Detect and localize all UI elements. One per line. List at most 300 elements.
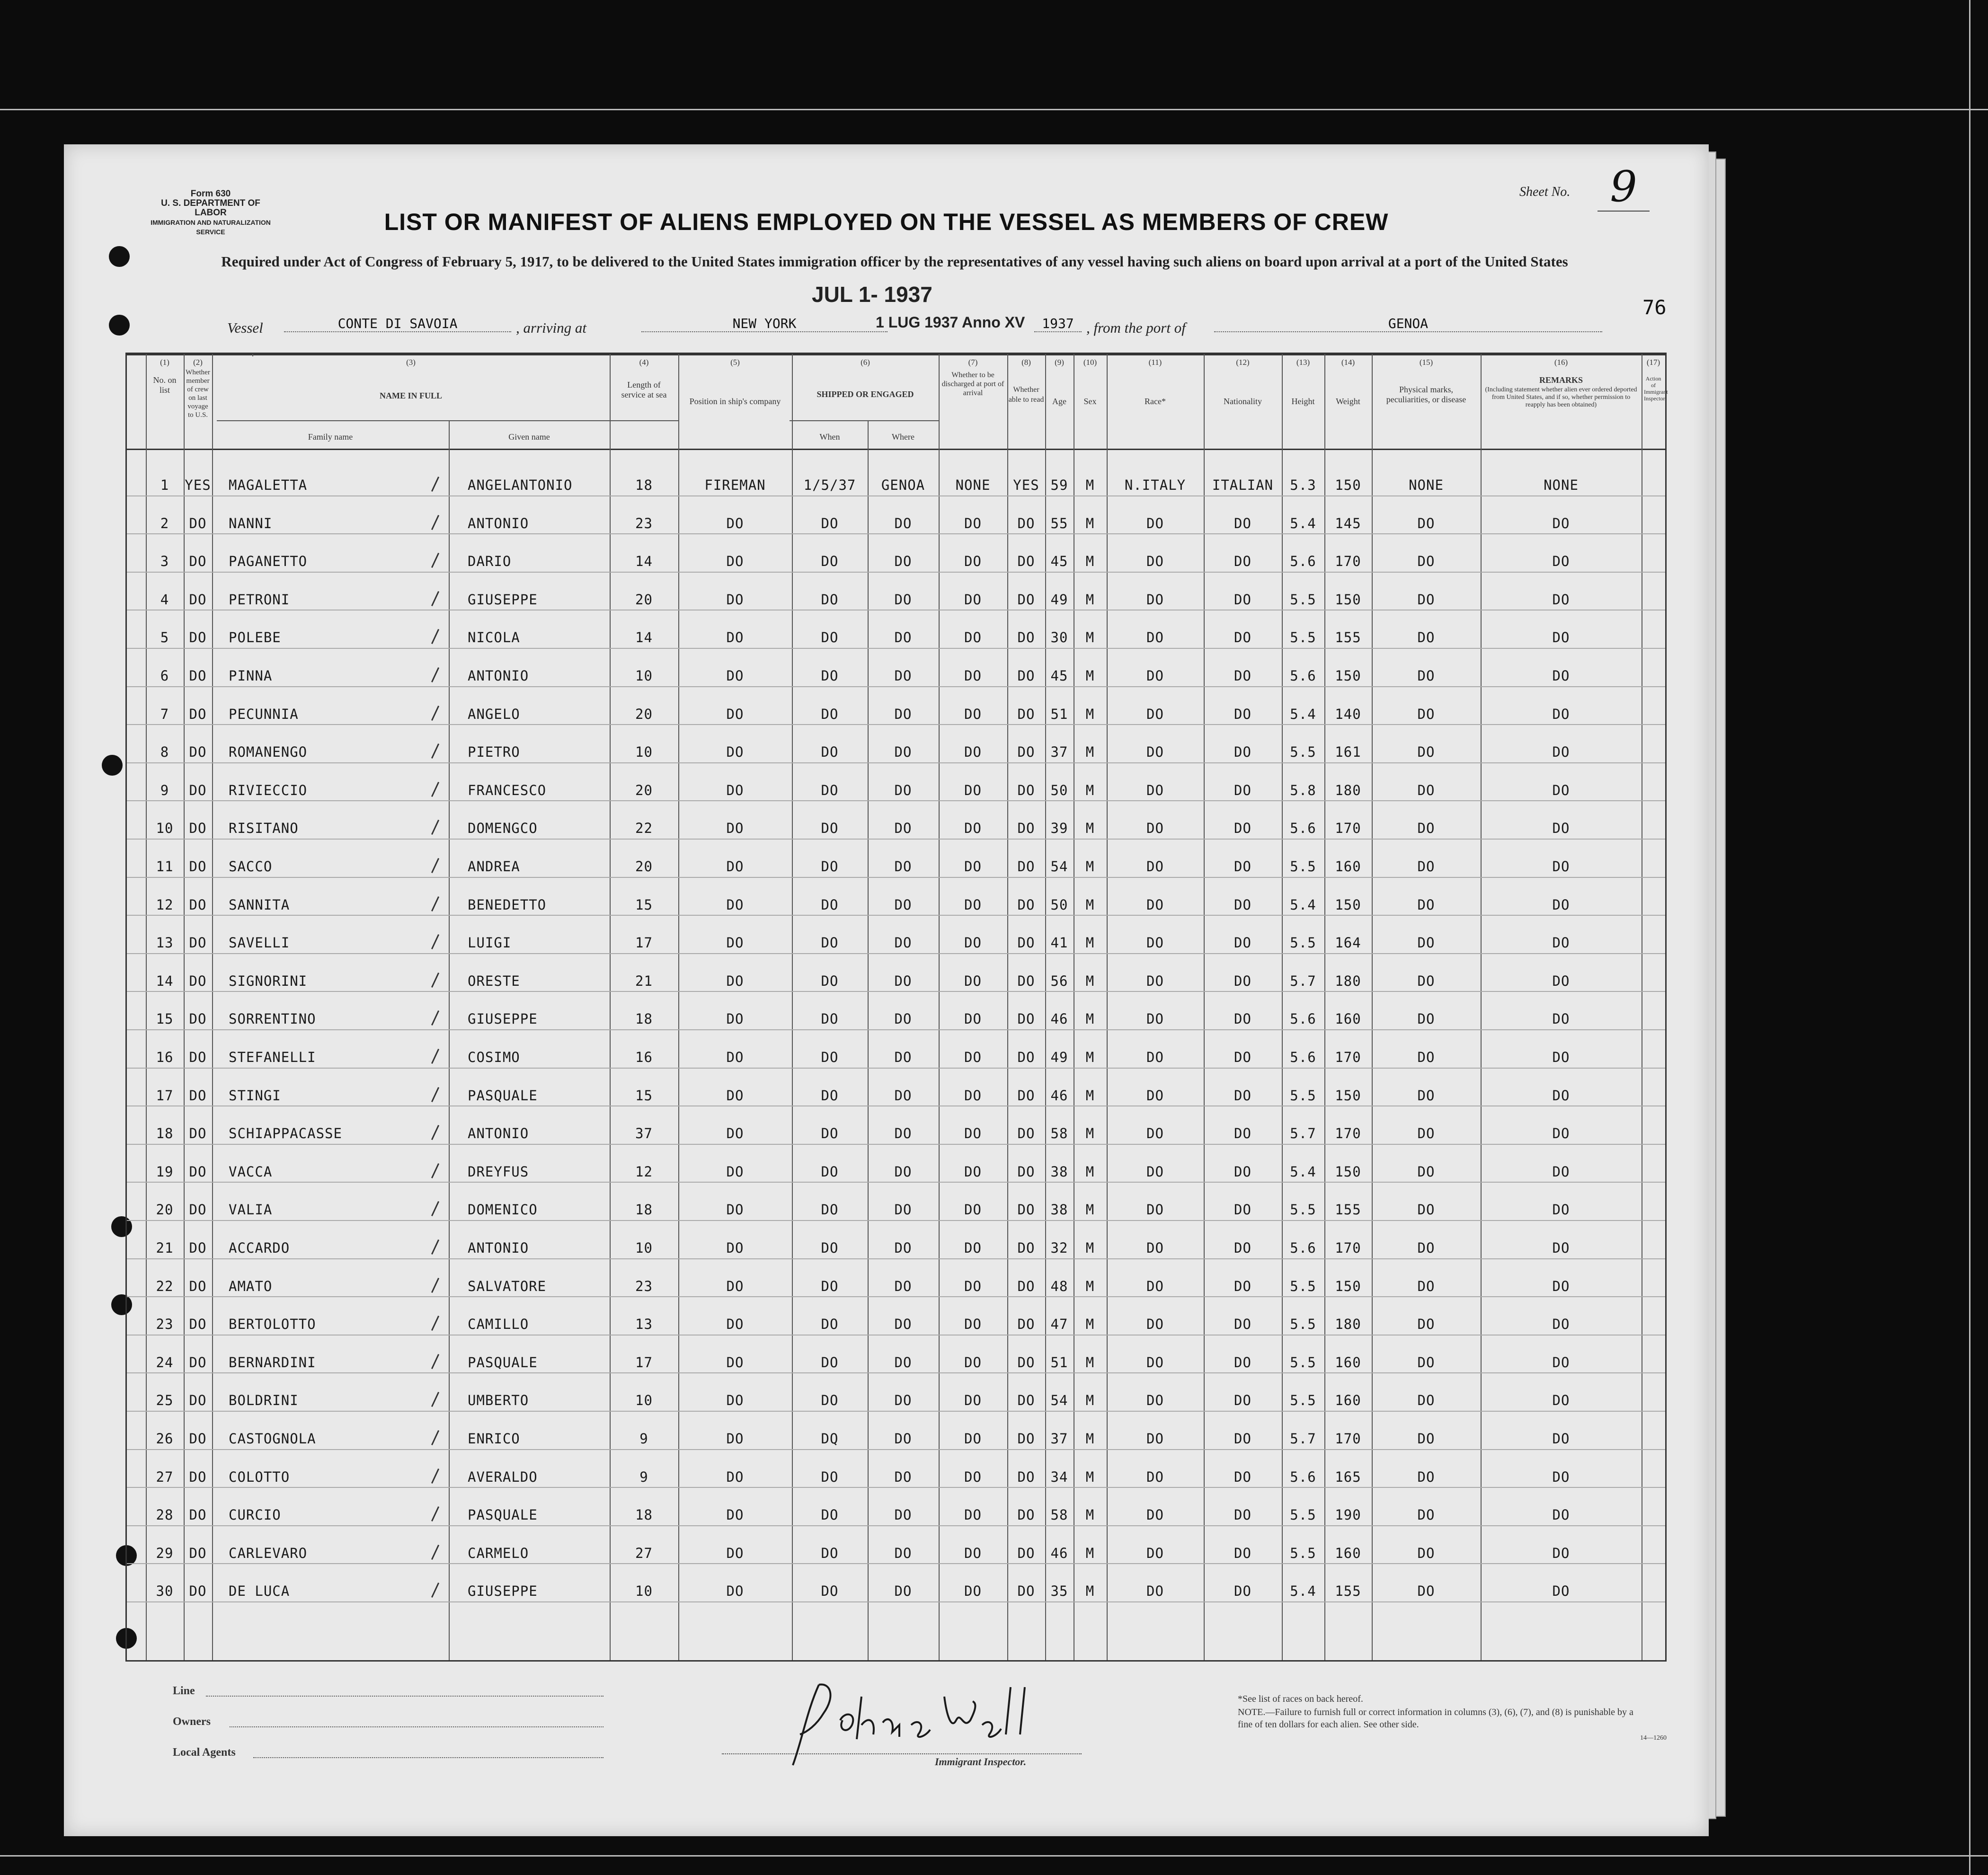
col-13-number: (13) <box>1296 358 1310 367</box>
remarks-cell: DO <box>1552 744 1570 761</box>
prior-crew-member-cell: DO <box>189 1468 207 1485</box>
remarks-cell: DO <box>1552 896 1570 913</box>
race-cell: DO <box>1146 1354 1164 1371</box>
table-row <box>127 1373 1665 1411</box>
race-cell: DO <box>1146 1431 1164 1447</box>
col-8-number: (8) <box>1021 358 1031 367</box>
ship-position-cell: DO <box>726 782 744 798</box>
race-cell: DO <box>1146 858 1164 875</box>
able-to-read-cell: DO <box>1017 1354 1035 1371</box>
shipped-where-cell: DO <box>894 820 912 837</box>
given-name-cell: ANDREA <box>468 858 520 875</box>
shipped-where-cell: DO <box>894 629 912 646</box>
prior-crew-member-cell: DO <box>189 1583 207 1600</box>
height-cell: 5.5 <box>1290 1354 1316 1371</box>
service-length-cell: 20 <box>635 858 653 875</box>
prior-crew-member-cell: DO <box>189 935 207 951</box>
shipped-when-cell: DO <box>821 1278 839 1294</box>
print-code: 14—1260 <box>1640 1734 1667 1742</box>
nationality-cell: DO <box>1234 1468 1251 1485</box>
shipped-where-cell: DO <box>894 973 912 989</box>
remarks-cell: DO <box>1552 515 1570 531</box>
weight-cell: 150 <box>1335 1163 1361 1180</box>
nationality-cell: DO <box>1234 706 1251 722</box>
table-row <box>127 763 1665 801</box>
ship-position-cell: DO <box>726 668 744 684</box>
race-cell: DO <box>1146 1545 1164 1561</box>
sex-cell: M <box>1085 706 1095 722</box>
physical-marks-cell: DO <box>1417 706 1435 722</box>
physical-marks-cell: DO <box>1417 782 1435 798</box>
nationality-cell: DO <box>1234 1583 1251 1600</box>
weight-cell: 140 <box>1335 706 1361 722</box>
remarks-cell: DO <box>1552 1202 1570 1218</box>
physical-marks-cell: DO <box>1417 668 1435 684</box>
given-name-cell: ANTONIO <box>468 515 529 531</box>
weight-cell: 170 <box>1335 1049 1361 1065</box>
sex-cell: M <box>1085 515 1095 531</box>
form-number: Form 630 <box>190 189 231 199</box>
height-cell: 5.5 <box>1290 629 1316 646</box>
able-to-read-cell: DO <box>1017 896 1035 913</box>
able-to-read-cell: DO <box>1017 782 1035 798</box>
given-name-cell: DOMENGCO <box>468 820 538 837</box>
col-header-discharged: Whether to be discharged at port of arrival <box>941 371 1004 397</box>
col-header-nationality: Nationality <box>1224 397 1262 406</box>
row-number-cell: 12 <box>156 896 174 913</box>
family-name-cell: SORRENTINO <box>229 1011 316 1027</box>
able-to-read-cell: DO <box>1017 1316 1035 1333</box>
age-cell: 51 <box>1050 1354 1068 1371</box>
sheet-number-value: 9 <box>1598 163 1650 212</box>
weight-cell: 150 <box>1335 591 1361 608</box>
age-cell: 38 <box>1050 1163 1068 1180</box>
shipped-where-cell: DO <box>894 591 912 608</box>
physical-marks-cell: DO <box>1417 858 1435 875</box>
remarks-cell: DO <box>1552 1125 1570 1142</box>
remarks-cell: DO <box>1552 1278 1570 1294</box>
given-name-cell: SALVATORE <box>468 1278 547 1294</box>
line-field <box>206 1696 604 1697</box>
height-cell: 5.5 <box>1290 744 1316 761</box>
given-name-cell: UMBERTO <box>468 1392 529 1409</box>
given-name-cell: PASQUALE <box>468 1087 538 1104</box>
nationality-cell: DO <box>1234 1049 1251 1065</box>
height-cell: 5.4 <box>1290 1163 1316 1180</box>
race-cell: DO <box>1146 1278 1164 1294</box>
owners-field <box>230 1726 604 1727</box>
age-cell: 37 <box>1050 744 1068 761</box>
race-cell: N.ITALY <box>1124 477 1186 493</box>
remarks-cell: DO <box>1552 858 1570 875</box>
ship-position-cell: DO <box>726 1468 744 1485</box>
remarks-cell: DO <box>1552 1316 1570 1333</box>
weight-cell: 180 <box>1335 973 1361 989</box>
height-cell: 5.6 <box>1290 1468 1316 1485</box>
able-to-read-cell: DO <box>1017 1202 1035 1218</box>
family-name-cell: NANNI <box>229 515 273 531</box>
weight-cell: 180 <box>1335 1316 1361 1333</box>
able-to-read-cell: DO <box>1017 706 1035 722</box>
race-cell: DO <box>1146 591 1164 608</box>
service-length-cell: 18 <box>635 477 653 493</box>
age-cell: 49 <box>1050 591 1068 608</box>
given-name-cell: PASQUALE <box>468 1507 538 1523</box>
shipped-where-cell: DO <box>894 1087 912 1104</box>
row-number-cell: 9 <box>160 782 169 798</box>
race-cell: DO <box>1146 935 1164 951</box>
age-cell: 45 <box>1050 553 1068 570</box>
row-number-cell: 20 <box>156 1202 174 1218</box>
table-row <box>127 1030 1665 1068</box>
able-to-read-cell: DO <box>1017 1431 1035 1447</box>
shipped-when-cell: 1/5/37 <box>803 477 856 493</box>
shipped-where-cell: DO <box>894 668 912 684</box>
prior-crew-member-cell: DO <box>189 668 207 684</box>
table-row <box>127 687 1665 725</box>
able-to-read-cell: DO <box>1017 553 1035 570</box>
shipped-when-cell: DO <box>821 629 839 646</box>
shipped-when-cell: DO <box>821 1316 839 1333</box>
prior-crew-member-cell: DO <box>189 896 207 913</box>
discharged-cell: DO <box>964 1240 982 1256</box>
row-number-cell: 6 <box>160 668 169 684</box>
family-name-cell: MAGALETTA <box>229 477 308 493</box>
able-to-read-cell: DO <box>1017 1049 1035 1065</box>
discharged-cell: DO <box>964 1125 982 1142</box>
physical-marks-cell: DO <box>1417 1468 1435 1485</box>
punch-hole <box>109 315 130 336</box>
sex-cell: M <box>1085 858 1095 875</box>
nationality-cell: DO <box>1234 1240 1251 1256</box>
shipped-where-cell: DO <box>894 896 912 913</box>
able-to-read-cell: DO <box>1017 1507 1035 1523</box>
col-header-family: Family name <box>308 432 353 442</box>
table-row <box>127 801 1665 839</box>
row-number-cell: 27 <box>156 1468 174 1485</box>
remarks-cell: DO <box>1552 1354 1570 1371</box>
prior-crew-member-cell: DO <box>189 1125 207 1142</box>
film-frame-top <box>0 109 1988 110</box>
shipped-where-cell: GENOA <box>881 477 925 493</box>
height-cell: 5.5 <box>1290 1202 1316 1218</box>
given-name-cell: PASQUALE <box>468 1354 538 1371</box>
able-to-read-cell: DO <box>1017 1011 1035 1027</box>
age-cell: 34 <box>1050 1468 1068 1485</box>
ship-position-cell: DO <box>726 591 744 608</box>
remarks-cell: DO <box>1552 629 1570 646</box>
race-cell: DO <box>1146 973 1164 989</box>
remarks-cell: DO <box>1552 1583 1570 1600</box>
shipped-where-cell: DO <box>894 1278 912 1294</box>
weight-cell: 161 <box>1335 744 1361 761</box>
family-name-cell: PETRONI <box>229 591 290 608</box>
discharged-cell: DO <box>964 1392 982 1409</box>
given-name-cell: GIUSEPPE <box>468 1583 538 1600</box>
discharged-cell: DO <box>964 1583 982 1600</box>
height-cell: 5.5 <box>1290 1545 1316 1561</box>
prior-crew-member-cell: DO <box>189 1163 207 1180</box>
shipped-when-cell: DO <box>821 1240 839 1256</box>
family-name-cell: SANNITA <box>229 896 290 913</box>
discharged-cell: DO <box>964 1049 982 1065</box>
prior-crew-member-cell: DO <box>189 782 207 798</box>
shipped-where-cell: DO <box>894 1316 912 1333</box>
race-cell: DO <box>1146 1468 1164 1485</box>
physical-marks-cell: DO <box>1417 1049 1435 1065</box>
family-name-cell: PECUNNIA <box>229 706 299 722</box>
row-number-cell: 23 <box>156 1316 174 1333</box>
prior-crew-member-cell: DO <box>189 591 207 608</box>
sex-cell: M <box>1085 744 1095 761</box>
height-cell: 5.5 <box>1290 1392 1316 1409</box>
shipped-where-cell: DO <box>894 1354 912 1371</box>
col-header-position: Position in ship's company <box>689 397 781 406</box>
remarks-cell: DO <box>1552 591 1570 608</box>
service-length-cell: 13 <box>635 1316 653 1333</box>
sex-cell: M <box>1085 1468 1095 1485</box>
arrival-year: 1937 <box>1034 316 1082 332</box>
service-length-cell: 15 <box>635 1087 653 1104</box>
shipped-where-cell: DO <box>894 782 912 798</box>
manifest-page <box>64 144 1709 1836</box>
shipped-where-cell: DO <box>894 1011 912 1027</box>
table-row <box>127 1526 1665 1564</box>
nationality-cell: DO <box>1234 935 1251 951</box>
shipped-where-cell: DO <box>894 858 912 875</box>
table-row <box>127 458 1665 496</box>
family-name-cell: ROMANENGO <box>229 744 308 761</box>
discharged-cell: DO <box>964 1087 982 1104</box>
shipped-where-cell: DO <box>894 1202 912 1218</box>
prior-crew-member-cell: DO <box>189 1316 207 1333</box>
ship-position-cell: DO <box>726 1125 744 1142</box>
punch-hole <box>109 246 130 267</box>
physical-marks-cell: DO <box>1417 1354 1435 1371</box>
nationality-cell: DO <box>1234 591 1251 608</box>
height-cell: 5.4 <box>1290 706 1316 722</box>
family-name-cell: RISITANO <box>229 820 299 837</box>
age-cell: 46 <box>1050 1087 1068 1104</box>
row-number-cell: 29 <box>156 1545 174 1561</box>
ship-position-cell: DO <box>726 1392 744 1409</box>
nationality-cell: DO <box>1234 629 1251 646</box>
shipped-when-cell: DO <box>821 896 839 913</box>
date-stamp: JUL 1- 1937 <box>812 282 932 307</box>
family-name-cell: VACCA <box>229 1163 273 1180</box>
physical-marks-cell: DO <box>1417 820 1435 837</box>
fine-note: NOTE.—Failure to furnish full or correct information in columns (3), (6), (7), and (8) is punishable by a fine of ten dollars for each alien. See other side. <box>1238 1707 1633 1730</box>
col-header-shipped: SHIPPED OR ENGAGED <box>816 389 914 399</box>
col-header-marks: Physical marks, peculiarities, or disease <box>1386 385 1466 404</box>
given-name-cell: DARIO <box>468 553 512 570</box>
col-header-sex: Sex <box>1083 397 1097 406</box>
age-cell: 32 <box>1050 1240 1068 1256</box>
discharged-cell: DO <box>964 1202 982 1218</box>
nationality-cell: DO <box>1234 1354 1251 1371</box>
weight-cell: 150 <box>1335 668 1361 684</box>
remarks-cell: DO <box>1552 1545 1570 1561</box>
remarks-cell: DO <box>1552 973 1570 989</box>
remarks-cell: DO <box>1552 1049 1570 1065</box>
remarks-cell: DO <box>1552 1431 1570 1447</box>
header-divider <box>127 354 1665 355</box>
sex-cell: M <box>1085 820 1095 837</box>
race-cell: DO <box>1146 706 1164 722</box>
family-name-cell: CARLEVARO <box>229 1545 308 1561</box>
shipped-where-cell: DO <box>894 935 912 951</box>
family-name-cell: BERTOLOTTO <box>229 1316 316 1333</box>
height-cell: 5.5 <box>1290 1278 1316 1294</box>
discharged-cell: NONE <box>955 477 991 493</box>
department-name: U. S. DEPARTMENT OF LABOR <box>161 198 260 218</box>
col-header-age: Age <box>1052 397 1066 406</box>
table-row <box>127 1183 1665 1221</box>
service-length-cell: 18 <box>635 1202 653 1218</box>
from-port-label: , from the port of <box>1086 319 1186 336</box>
height-cell: 5.4 <box>1290 515 1316 531</box>
sex-cell: M <box>1085 935 1095 951</box>
nationality-cell: ITALIAN <box>1212 477 1274 493</box>
height-cell: 5.8 <box>1290 782 1316 798</box>
row-number-cell: 18 <box>156 1125 174 1142</box>
weight-cell: 150 <box>1335 1278 1361 1294</box>
service-length-cell: 18 <box>635 1011 653 1027</box>
able-to-read-cell: DO <box>1017 668 1035 684</box>
age-cell: 46 <box>1050 1011 1068 1027</box>
physical-marks-cell: DO <box>1417 1240 1435 1256</box>
service-length-cell: 17 <box>635 935 653 951</box>
age-cell: 56 <box>1050 973 1068 989</box>
given-name-cell: GIUSEPPE <box>468 1011 538 1027</box>
nationality-cell: DO <box>1234 1163 1251 1180</box>
age-cell: 55 <box>1050 515 1068 531</box>
height-cell: 5.7 <box>1290 1125 1316 1142</box>
col-header-inspector: Action of Immigrant Inspector <box>1644 375 1668 402</box>
sex-cell: M <box>1085 1583 1095 1600</box>
race-cell: DO <box>1146 744 1164 761</box>
nationality-cell: DO <box>1234 553 1251 570</box>
nationality-cell: DO <box>1234 1087 1251 1104</box>
race-cell: DO <box>1146 782 1164 798</box>
vessel-label: Vessel <box>227 319 263 336</box>
inspector-signature-line <box>722 1753 1082 1754</box>
weight-cell: 165 <box>1335 1468 1361 1485</box>
nationality-cell: DO <box>1234 744 1251 761</box>
arriving-label: , arriving at <box>516 319 586 336</box>
sex-cell: M <box>1085 896 1095 913</box>
physical-marks-cell: DO <box>1417 1202 1435 1218</box>
age-cell: 39 <box>1050 820 1068 837</box>
able-to-read-cell: DO <box>1017 744 1035 761</box>
height-cell: 5.5 <box>1290 1507 1316 1523</box>
shipped-when-cell: DO <box>821 1049 839 1065</box>
nationality-cell: DO <box>1234 973 1251 989</box>
ship-position-cell: DO <box>726 1545 744 1561</box>
table-row <box>127 1564 1665 1602</box>
family-name-cell: DE LUCA <box>229 1583 290 1600</box>
service-length-cell: 15 <box>635 896 653 913</box>
shipped-where-cell: DO <box>894 744 912 761</box>
weight-cell: 155 <box>1335 1583 1361 1600</box>
family-name-cell: STEFANELLI <box>229 1049 316 1065</box>
service-length-cell: 9 <box>639 1468 648 1485</box>
table-row <box>127 534 1665 572</box>
table-row <box>127 1106 1665 1144</box>
ship-position-cell: DO <box>726 744 744 761</box>
discharged-cell: DO <box>964 820 982 837</box>
col-header-when: When <box>819 432 840 442</box>
given-name-cell: GIUSEPPE <box>468 591 538 608</box>
shipped-where-cell: DO <box>894 1431 912 1447</box>
given-name-cell: DREYFUS <box>468 1163 529 1180</box>
crew-table <box>125 353 1667 1662</box>
prior-crew-member-cell: DO <box>189 1392 207 1409</box>
remarks-cell: NONE <box>1544 477 1579 493</box>
row-number-cell: 2 <box>160 515 169 531</box>
able-to-read-cell: DO <box>1017 973 1035 989</box>
physical-marks-cell: DO <box>1417 629 1435 646</box>
discharged-cell: DO <box>964 973 982 989</box>
col-7-number: (7) <box>968 358 978 367</box>
shipped-when-cell: DO <box>821 591 839 608</box>
nationality-cell: DO <box>1234 820 1251 837</box>
document-title: LIST OR MANIFEST OF ALIENS EMPLOYED ON THE VESSEL AS MEMBERS OF CREW <box>384 209 1389 235</box>
row-number-cell: 25 <box>156 1392 174 1409</box>
height-cell: 5.6 <box>1290 820 1316 837</box>
sheet-number-label: Sheet No. <box>1519 185 1571 199</box>
family-name-cell: CURCIO <box>229 1507 281 1523</box>
able-to-read-cell: DO <box>1017 1545 1035 1561</box>
shipped-when-cell: DO <box>821 1163 839 1180</box>
col-header-service: Length of service at sea <box>621 380 667 399</box>
col-9-number: (9) <box>1055 358 1064 367</box>
shipped-when-cell: DO <box>821 706 839 722</box>
height-cell: 5.6 <box>1290 1240 1316 1256</box>
ship-position-cell: DO <box>726 935 744 951</box>
age-cell: 54 <box>1050 858 1068 875</box>
able-to-read-cell: DO <box>1017 1125 1035 1142</box>
column-divider <box>252 354 253 356</box>
age-cell: 50 <box>1050 896 1068 913</box>
race-cell: DO <box>1146 1202 1164 1218</box>
race-cell: DO <box>1146 553 1164 570</box>
film-frame-bottom <box>0 1855 1988 1857</box>
shipped-when-cell: DO <box>821 668 839 684</box>
sex-cell: M <box>1085 1011 1095 1027</box>
physical-marks-cell: DO <box>1417 591 1435 608</box>
age-cell: 30 <box>1050 629 1068 646</box>
age-cell: 45 <box>1050 668 1068 684</box>
col-11-number: (11) <box>1148 358 1162 367</box>
local-agents-field <box>253 1757 604 1758</box>
header-divider <box>127 449 1665 450</box>
col-5-number: (5) <box>730 358 740 367</box>
remarks-cell: DO <box>1552 668 1570 684</box>
remarks-cell: DO <box>1552 1011 1570 1027</box>
shipped-when-cell: DO <box>821 820 839 837</box>
shipped-when-cell: DO <box>821 782 839 798</box>
col-header-remarks: REMARKS <box>1539 375 1583 385</box>
age-cell: 58 <box>1050 1507 1068 1523</box>
physical-marks-cell: DO <box>1417 515 1435 531</box>
given-name-cell: ANGELO <box>468 706 520 722</box>
height-cell: 5.6 <box>1290 668 1316 684</box>
race-cell: DO <box>1146 1507 1164 1523</box>
inspector-label: Immigrant Inspector. <box>935 1756 1027 1768</box>
ship-position-cell: DO <box>726 858 744 875</box>
shipped-when-cell: DO <box>821 973 839 989</box>
